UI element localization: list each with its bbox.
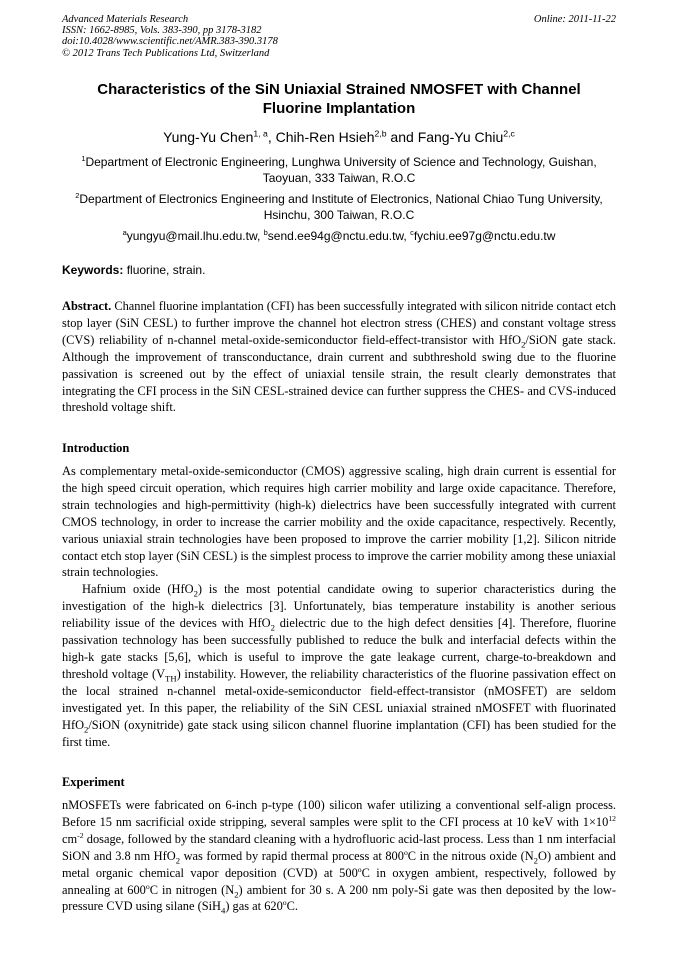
experiment-text: O) ambient and metal organic chemical vapor deposition (CVD) at 500	[62, 848, 616, 880]
experiment-text: ) gas at 620	[225, 899, 283, 914]
intro-paragraph-2	[62, 581, 616, 750]
affiliation-2	[62, 191, 616, 223]
subscript: 2	[270, 622, 275, 633]
abstract-text: Channel fluorine implantation (CFI) has been successfully integrated with silicon nitride contact etch stop layer (SiN CESL) to further improve the channel hot electron stress (CHES) and constant voltage stress (CVS) reliability of n-channel metal-oxide-semiconductor field-effect-transistor with HfO	[62, 299, 616, 347]
author-affiliation-mark: 2,b	[374, 128, 387, 139]
subscript: TH	[165, 673, 177, 684]
author-separator: and	[386, 129, 418, 145]
experiment-text: cm	[62, 831, 78, 846]
affiliation-line: Department of Electronic Engineering, Lunghwa University of Science and Technology, Guishan,	[85, 155, 597, 169]
affiliation-line: Taoyuan, 333 Taiwan, R.O.C	[262, 171, 416, 185]
experiment-text: dosage, followed by the standard cleaning with a hydrofluoric acid-last process. Less than 1 nm interfacial SiON and 3.8 nm HfO	[62, 831, 616, 863]
affiliation-mark: 2	[75, 191, 80, 200]
experiment-heading: Experiment	[62, 775, 125, 789]
subscript: 2	[84, 724, 89, 735]
experiment-text: C in nitrogen (N	[149, 882, 235, 897]
intro-text: dielectric due to the high defect densities [4]. Therefore, fluorine passivation technology has been successfully published to reduce the bulk and interfacial defects within the high-k gate stacks [5,6], which is useful to improve the gate leakage current, charge-to-breakdown and threshold voltage (V	[62, 616, 616, 681]
journal-copyright: © 2012 Trans Tech Publications Ltd, Switzerland	[62, 47, 270, 59]
experiment-text: was formed by rapid thermal process at 800	[180, 848, 404, 863]
intro-text: ) instability. However, the reliability characteristics of the fluorine passivation effect on the local strained n-channel metal-oxide-semiconductor field-effect-transistor (nMOSFET) are seldom investigated yet. In this paper, the reliability of the SiN CESL uniaxial strained nMOSFET with fluorinated HfO	[62, 666, 617, 732]
abstract-label: Abstract.	[62, 299, 112, 313]
introduction-heading: Introduction	[62, 441, 130, 455]
author-list	[62, 128, 616, 146]
experiment-text: nMOSFETs were fabricated on 6-inch p-type (100) silicon wafer utilizing a conventional self-align process. Before 15 nm sacrificial oxide stripping, several samples were split to the CFI process at 10 keV with 1×10	[62, 798, 616, 829]
degree-mark: o	[357, 864, 362, 874]
email-mark: c	[410, 228, 414, 237]
email-mark: b	[263, 228, 268, 237]
subscript: 2	[234, 889, 239, 899]
degree-mark: o	[282, 898, 287, 908]
experiment-text: ) ambient for 30 s. A 200 nm poly-Si gate was then deposited by the low-pressure CVD using silane (SiH	[62, 882, 617, 914]
author-separator: ,	[267, 129, 276, 145]
subscript: 2	[533, 855, 538, 866]
keywords-label: Keywords:	[62, 263, 124, 277]
abstract-text: /SiON gate stack. Although the improvement of transconductance, drain current and subthreshold swing due to the fluorine passivation is screened out by the effect of uniaxial tensile strain, the result clearly demonstrates that integrating the CFI process in the SiN CESL-strained device can further suppress the CHES- and CVS-induced threshold voltage shift.	[62, 332, 616, 415]
experiment-body	[62, 797, 616, 915]
author-name: Fang-Yu Chiu	[417, 129, 504, 145]
author-name: Chih-Ren Hsieh	[275, 129, 375, 145]
experiment-text: C in oxygen ambient, respectively, followed by annealing at 600	[62, 865, 616, 897]
journal-header	[62, 14, 616, 59]
affiliation-1	[62, 154, 616, 186]
keywords	[62, 262, 616, 278]
email-separator: ,	[256, 229, 264, 243]
email-separator: ,	[403, 229, 411, 243]
intro-text: Hafnium oxide (HfO	[82, 582, 194, 597]
intro-paragraph-1: As complementary metal-oxide-semiconductor (CMOS) aggressive scaling, high drain current is essential for the high speed circuit operation, which requires high carrier mobility and large oxide capacitance. Therefore, strain technologies and high-permittivity (high-k) dielectrics have been successfully integrated with current CMOS technology, in order to increase the carrier mobility and the oxide capacitance, respectively. Recently, various uniaxial strain technologies have been proposed to improve the carrier mobility [1,2]. Silicon nitride contact etch stop layer (SiN CESL) is the simplest process to improve the carrier mobility among these uniaxial strain technologies.	[62, 464, 616, 580]
intro-text: /SiON (oxynitride) gate stack using silicon channel fluorine implantation (CFI) has been studied for the first time.	[62, 717, 616, 749]
author-name: Yung-Yu Chen	[163, 129, 254, 145]
affiliation-mark: 1	[81, 154, 86, 163]
introduction-body	[62, 463, 616, 750]
journal-doi: doi:10.4028/www.scientific.net/AMR.383-390.3178	[62, 36, 278, 48]
author-affiliation-mark: 1, a	[253, 128, 268, 139]
email-address[interactable]: fychiu.ee97g@nctu.edu.tw	[413, 229, 556, 243]
title-line-2: Fluorine Implantation	[262, 100, 416, 117]
paper-title	[62, 80, 616, 118]
journal-issn: ISSN: 1662-8985, Vols. 383-390, pp 3178-3182	[62, 25, 262, 37]
intro-text: ) is the most potential candidate owing to superior characteristics during the investigation of the high-k dielectrics [3]. Unfortunately, bias temperature instability is another serious reliability issue of the devices with HfO	[62, 582, 616, 631]
author-affiliation-mark: 2,c	[503, 128, 515, 139]
subscript: 4	[221, 905, 226, 916]
superscript: -2	[77, 830, 84, 840]
affiliation-line: Hsinchu, 300 Taiwan, R.O.C	[263, 208, 415, 222]
email-mark: a	[122, 228, 127, 237]
email-address[interactable]: send.ee94g@nctu.edu.tw	[267, 229, 404, 243]
abstract	[62, 298, 616, 416]
title-line-1: Characteristics of the SiN Uniaxial Strained NMOSFET with Channel	[97, 81, 581, 98]
subscript: 2	[175, 855, 181, 866]
subscript: 2	[521, 339, 526, 350]
online-date: Online: 2011-11-22	[533, 14, 616, 25]
degree-mark: o	[145, 881, 150, 891]
author-emails	[62, 228, 616, 244]
experiment-text: C in the nitrous oxide (N	[407, 848, 534, 863]
subscript: 2	[193, 588, 198, 599]
superscript: 12	[608, 813, 616, 823]
degree-mark: o	[403, 847, 408, 857]
keywords-text: fluorine, strain.	[123, 263, 206, 277]
journal-name: Advanced Materials Research	[62, 14, 189, 25]
experiment-text: C.	[286, 899, 299, 914]
email-address[interactable]: yungyu@mail.lhu.edu.tw	[126, 229, 257, 243]
affiliation-line: Department of Electronics Engineering and Institute of Electronics, National Chiao Tung University,	[79, 192, 603, 206]
